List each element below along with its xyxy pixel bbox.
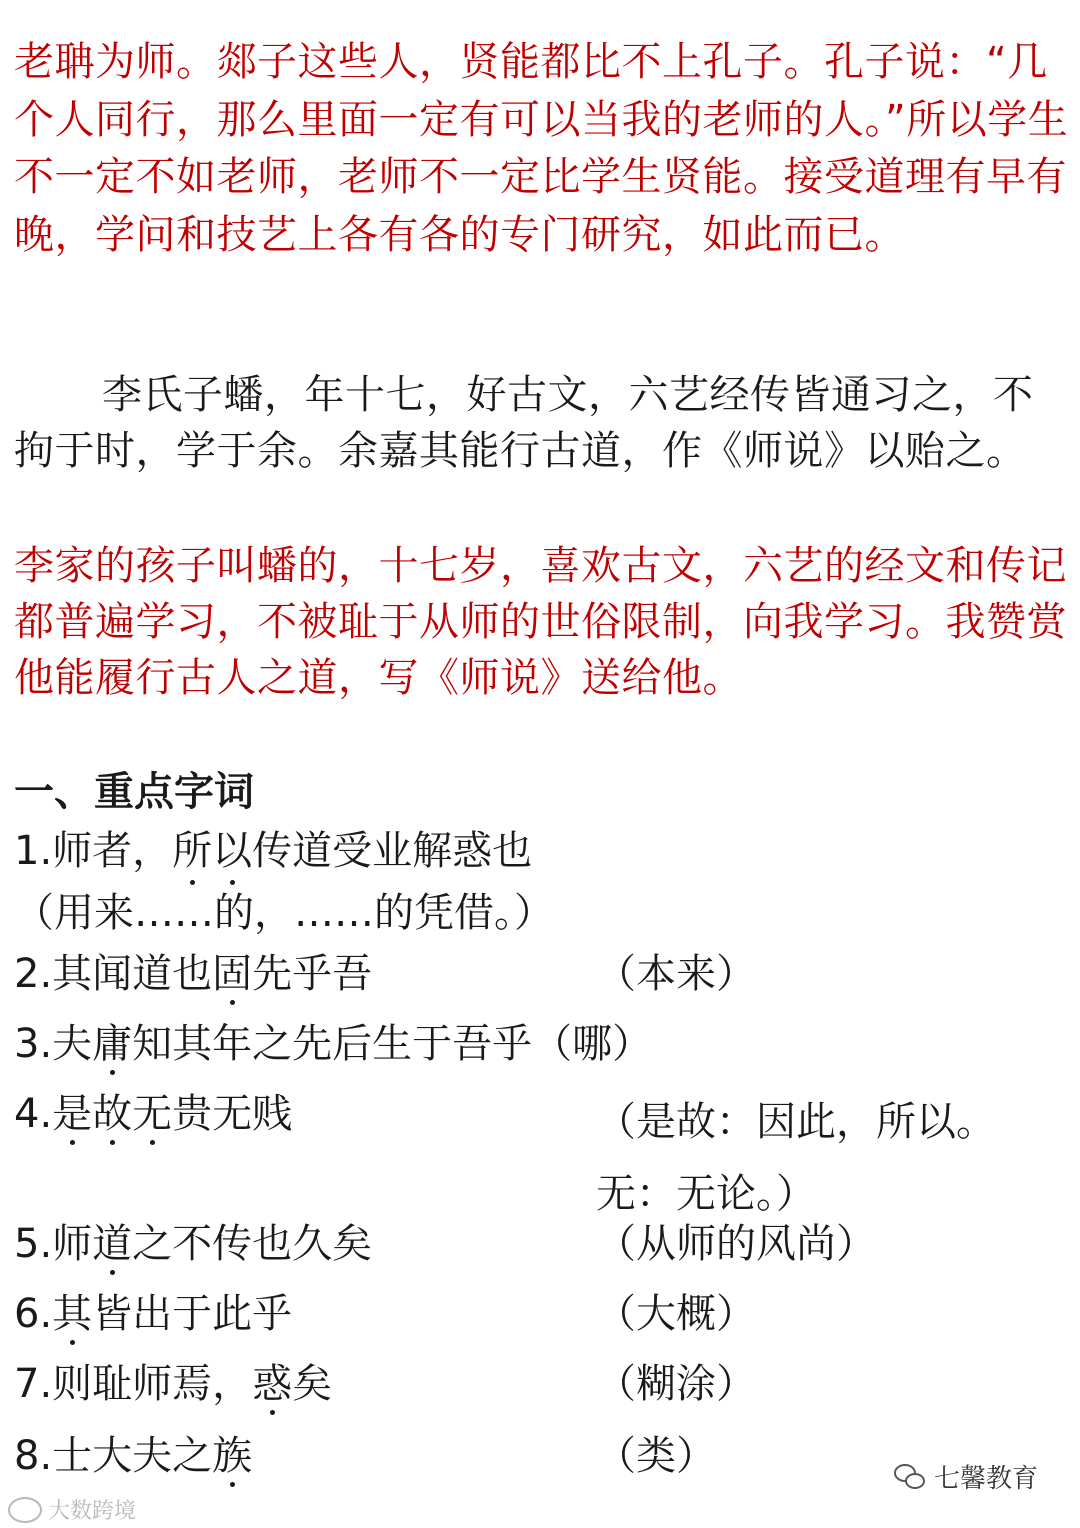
item-text: 知其年之先后生于吾乎 xyxy=(132,1021,533,1067)
vocab-item-4 xyxy=(14,1086,292,1142)
section-heading: 一、重点字词 xyxy=(14,769,254,815)
item-text: 则耻师焉， xyxy=(52,1361,253,1407)
item-answer xyxy=(596,1086,1066,1230)
emphasis-char: 所 xyxy=(172,820,212,882)
item-number: 2. xyxy=(14,951,53,997)
item-number: 8. xyxy=(14,1433,53,1479)
vocab-item-5 xyxy=(14,1216,372,1272)
item-text: 之不传也久矣 xyxy=(132,1221,373,1267)
item-number: 6. xyxy=(14,1291,53,1337)
item-number: 7. xyxy=(14,1361,53,1407)
item-answer-text: （是故：因此，所以。无：无论。） xyxy=(596,1099,996,1217)
item-text: 矣 xyxy=(292,1361,333,1407)
emphasis-char: 庸 xyxy=(92,1016,132,1072)
item-text: 士大夫之 xyxy=(52,1433,213,1479)
vocab-item-3 xyxy=(14,1016,652,1072)
item-text: 夫 xyxy=(52,1021,93,1067)
item-answer: （本来） xyxy=(596,951,756,997)
item-text: 师者， xyxy=(52,828,173,874)
item-answer: （大概） xyxy=(596,1291,756,1337)
original-text-paragraph: 李氏子蟠，年十七，好古文，六艺经传皆通习之，不拘于时，学于余。余嘉其能行古道，作《师说》以贻之。 xyxy=(14,372,1034,474)
vocab-item-7 xyxy=(14,1356,332,1412)
item-number: 5. xyxy=(14,1221,53,1267)
watermark-right-text: 七馨教育 xyxy=(934,1464,1039,1494)
item-answer: （从师的风尚） xyxy=(596,1221,876,1267)
vocab-item-2 xyxy=(14,946,372,1002)
translation-paragraph-2: 李家的孩子叫蟠的，十七岁，喜欢古文，六艺的经文和传记都普遍学习，不被耻于从师的世俗限制，向我学习。我赞赏他能履行古人之道，写《师说》送给他。 xyxy=(14,543,1067,701)
emphasis-char: 道 xyxy=(92,1216,132,1272)
item-text: 其闻道也 xyxy=(52,951,213,997)
vocab-item-1 xyxy=(14,820,1070,944)
item-answer: （类） xyxy=(596,1433,716,1479)
emphasis-char: 无 xyxy=(132,1086,172,1142)
item-text: 贵无贱 xyxy=(172,1091,293,1137)
watermark-logo-icon xyxy=(8,1497,42,1523)
item-text: 皆出于此乎 xyxy=(92,1291,293,1337)
watermark-left-text: 大数跨境 xyxy=(48,1499,137,1524)
vocab-item-6 xyxy=(14,1286,292,1342)
watermark-right xyxy=(894,1458,1038,1495)
emphasis-char: 故 xyxy=(92,1086,132,1142)
item-number: 1. xyxy=(14,828,53,874)
item-text: 传道受业解惑也 xyxy=(252,828,533,874)
wechat-icon xyxy=(894,1464,926,1490)
emphasis-char: 惑 xyxy=(252,1356,292,1412)
watermark-left xyxy=(8,1494,136,1525)
emphasis-char: 固 xyxy=(212,946,252,1002)
emphasis-char: 以 xyxy=(212,820,252,882)
emphasis-char: 族 xyxy=(212,1428,252,1484)
item-text: 先乎吾 xyxy=(252,951,373,997)
item-answer: （哪） xyxy=(532,1021,653,1067)
translation-paragraph-1: 老聃为师。郯子这些人，贤能都比不上孔子。孔子说：“几个人同行，那么里面一定有可以当我的老师的人。”所以学生不一定不如老师，老师不一定比学生贤能。接受道理有早有晚，学问和技艺上各有各的专门研究，如此而已。 xyxy=(14,39,1069,258)
item-answer: （用来……的，……的凭借。） xyxy=(14,890,554,936)
emphasis-char: 是 xyxy=(52,1086,92,1142)
item-number: 3. xyxy=(14,1021,53,1067)
item-answer: （糊涂） xyxy=(596,1361,756,1407)
vocab-item-8 xyxy=(14,1428,252,1484)
emphasis-char: 其 xyxy=(52,1286,92,1342)
item-number: 4. xyxy=(14,1091,53,1137)
item-text: 师 xyxy=(52,1221,93,1267)
